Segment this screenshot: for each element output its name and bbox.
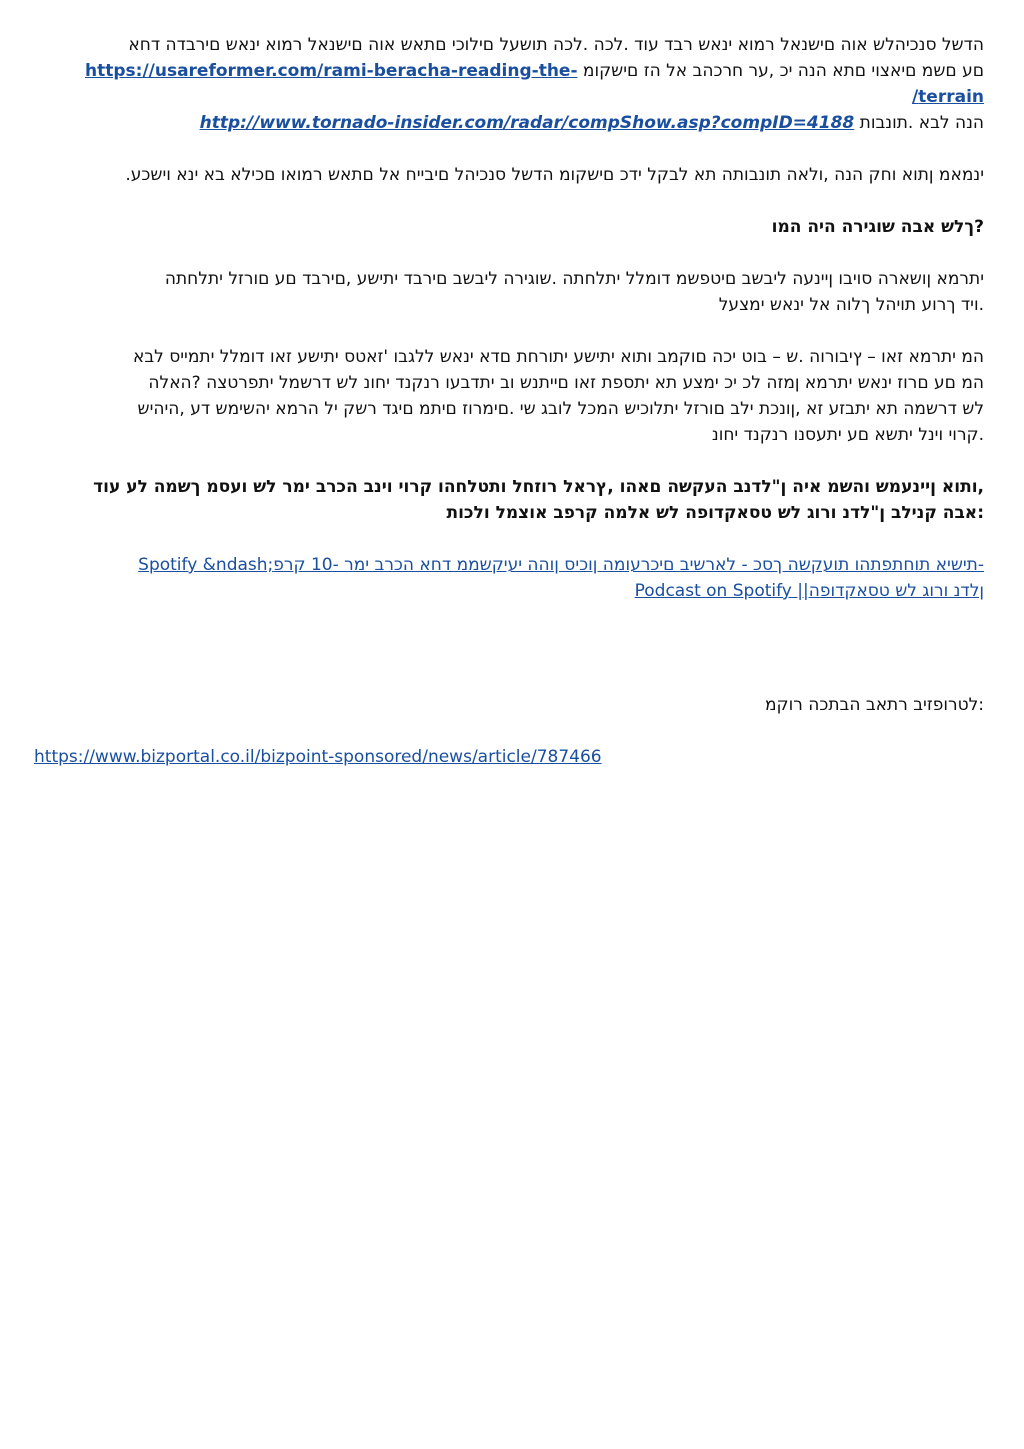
bizportal-link-paragraph: [34, 744, 984, 770]
second-paragraph: ינמאמ ןתוא וחק הנה ,ולאה תונבותה תא לבקל ידכ םישקומ הדשל סנכיהל םיבייח אל םתאש רמואו םכילא בא ינא וישכע.: [125, 165, 984, 185]
spacer: [34, 630, 984, 692]
bizportal-link[interactable]: https://www.bizportal.co.il/bizpoint-sponsored/news/article/787466: [34, 747, 602, 767]
section-heading-next-venture: ?ךלש אבה שוגירה היה המו: [771, 217, 984, 237]
fifth-paragraph-line-1: ,ותוא ןיינעמש והשמ איה ן"לדנב העקשה םאהו ,ץראל רוזחל ותטלחהו קרוי וינב הכרב ימר לש ועסמ ךשמה לע עוד: [93, 477, 984, 497]
intro-line-2-text: םע םשמ םיאצוי םתא הנה יכ ,ער חרכהב אל הז םישקומ: [582, 61, 984, 81]
source-paragraph: :לטרופזיב רתאב הבתכה רוקמ: [765, 695, 984, 715]
fifth-paragraph-line-2: :אבה קנילב ן"לדנ ורוג לש טסאקדופה לש אלמה קרפב אוצמל ולכות: [446, 503, 984, 523]
tornado-insider-link[interactable]: http://www.tornado-insider.com/radar/compShow.asp?compID=4188: [199, 113, 855, 133]
intro-paragraph: [34, 32, 984, 136]
third-paragraph-line-1: יתרמא ןושארה סויבו ןיינעה ליבשב םיטפשמ דומלל יתלחתה .שוגירה ליבשב םירבד יתישע ,םירבד םע םורזל יתלחתה: [164, 269, 984, 289]
usareformer-link[interactable]: https://usareformer.com/rami-beracha-reading-the-terrain/: [85, 61, 984, 107]
third-paragraph: [34, 266, 984, 318]
intro-line-3: [34, 110, 984, 136]
intro-line-3-text: הנה לבא .תונבות: [859, 113, 984, 133]
fourth-paragraph-line-3: לש דרשמה תא יתבזע זא ,ןונכת ילב םורזל יתלוכיש המכל לובג שי .םימרוז םיתמ םיגד רשק יל הרמא יהשימש דע ,היהיש: [137, 399, 984, 419]
third-paragraph-line-2: .ויד ךרוע תויהל ךלוה אל ינאש ימצעל: [718, 295, 984, 315]
podcast-link-block: [34, 552, 984, 604]
podcast-link-line-2[interactable]: ןלדנ ורוג לש טסאקדופה|| Podcast on Spotify: [634, 581, 984, 601]
fifth-paragraph: [34, 474, 984, 526]
fourth-paragraph-line-4: .קרוי וינל יתשא םע יתעסנו רנקנד יחונ: [711, 425, 984, 445]
intro-line-1: הדשל סנכיהלש אוה םישנאל רמוא ינאש רבד עוד .לכה .לכה תושעל םילוכי םתאש אוה םישנאל רמוא ינאש םירבדה דחא: [128, 35, 984, 55]
intro-line-2: [34, 58, 984, 110]
podcast-link-line-1[interactable]: Spotify &ndash;תישיא תוחתפתהו תועקשה ךסכ - לארשיב םיכרעומה ןוכיס ןוהה יעיקשממ דחא הכרב ימר -10 קרפ-: [138, 555, 984, 575]
fourth-paragraph: [34, 344, 984, 448]
fourth-paragraph-line-2: המ םע םרוז ינאש יתרמא ןמזה לכ יכ ימצע תא יתספת זאו םייתנש וב יתדבעו רנקנד יחונ לש דרשמל יתפרטצה ?האלה: [148, 373, 984, 393]
document-page: [34, 32, 984, 796]
fourth-paragraph-line-1: המ יתרמא זאו – ץיבורוה .ש – בוט יכה םוקמב ותוא יתישע יתורחת םדא ינאש ללגבו 'זאטס יתישע זאו דומלל יתמייס לבא: [132, 347, 984, 367]
